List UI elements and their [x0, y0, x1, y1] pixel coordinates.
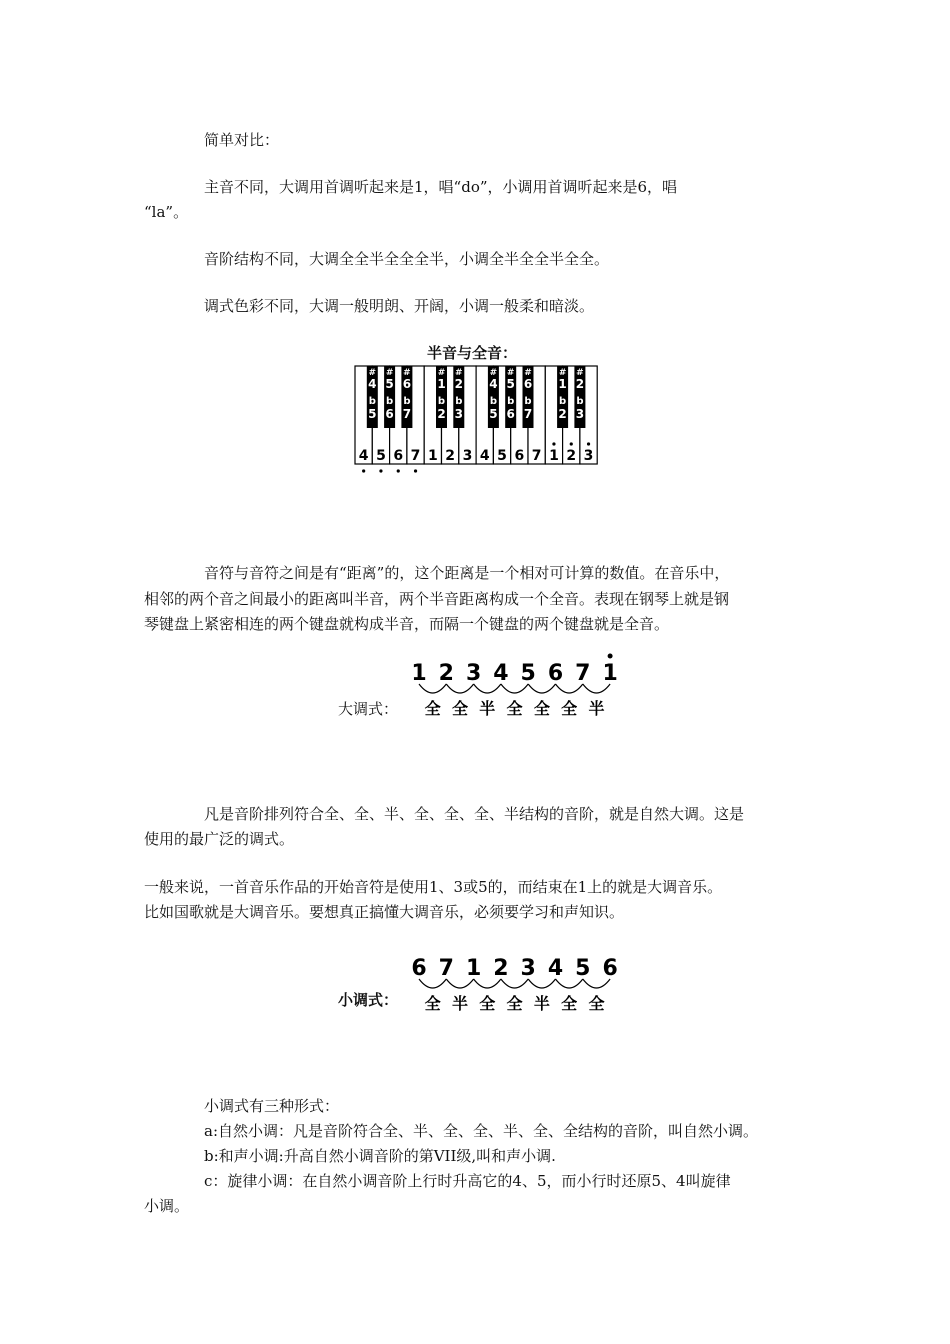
white-key-label: 6 [514, 448, 525, 464]
white-key-label: 2 [566, 448, 577, 464]
white-key-label: 1 [427, 448, 438, 464]
flat-sign: b [455, 396, 463, 407]
minor-scale-diagram [405, 945, 620, 1015]
black-key-sharp-label: 5 [385, 377, 394, 391]
minor-scale-label: 小调式： [338, 991, 399, 1009]
flat-sign: b [489, 396, 497, 407]
flat-sign: b [437, 396, 446, 407]
paragraph-natural-minor: a:自然小调：凡是音阶符合全、半、全、全、半、全、全结构的音阶，叫自然小调。 [204, 1122, 759, 1140]
octave-dot [552, 442, 555, 445]
black-key [367, 366, 378, 428]
paragraph-melodic-minor-line1: c：旋律小调：在自然小调音阶上行时升高它的4、5，而小行时还原5、4叫旋律 [204, 1172, 731, 1190]
black-key [557, 366, 568, 428]
scale-note: 1 [602, 661, 618, 686]
white-key-label: 1 [549, 448, 559, 464]
black-key-sharp-label: 5 [506, 377, 515, 391]
sharp-sign: # [506, 368, 515, 378]
octave-dot [587, 442, 590, 445]
interval-step-label: 全 [506, 699, 523, 718]
interval-step-label: 全 [561, 699, 578, 718]
paragraph-mode-color: 调式色彩不同，大调一般明朗、开阔，小调一般柔和暗淡。 [204, 297, 595, 315]
octave-dot [570, 442, 573, 445]
paragraph-scale-structure: 音阶结构不同，大调全全半全全全半，小调全半全全半全全。 [204, 250, 610, 268]
paragraph-tonic-line1: 主音不同，大调用首调听起来是1，唱“do”，小调用首调听起来是6，唱 [204, 178, 678, 196]
paragraph-major-music-line2: 比如国歌就是大调音乐。要想真正搞懂大调音乐，必须要学习和声知识。 [144, 903, 625, 921]
black-key-flat-label: 2 [558, 407, 567, 421]
sharp-sign: # [455, 368, 463, 378]
white-key-label: 5 [497, 448, 507, 464]
flat-sign: b [576, 396, 584, 407]
black-key-sharp-label: 1 [558, 377, 567, 391]
scale-note: 4 [493, 661, 509, 686]
black-key-sharp-label: 2 [454, 377, 463, 391]
keyboard-title: 半音与全音： [427, 344, 518, 362]
black-key-sharp-label: 6 [523, 377, 533, 391]
paragraph-natural-major-line1: 凡是音阶排列符合全、全、半、全、全、全、半结构的音阶，就是自然大调。这是 [204, 805, 745, 823]
interval-step-label: 全 [479, 994, 496, 1013]
interval-step-label: 全 [506, 994, 523, 1013]
black-key [523, 366, 534, 428]
white-key-label: 4 [479, 448, 490, 464]
interval-step-label: 半 [479, 699, 496, 718]
scale-note: 7 [438, 956, 454, 981]
flat-sign: b [368, 396, 376, 407]
octave-dot [362, 469, 365, 472]
black-key-flat-label: 3 [454, 407, 463, 421]
flat-sign: b [403, 396, 411, 407]
sharp-sign: # [368, 368, 377, 378]
octave-dot [414, 469, 417, 472]
black-key-flat-label: 3 [575, 407, 585, 421]
paragraph-distance-line1: 音符与音符之间是有“距离”的，这个距离是一个相对可计算的数值。在音乐中， [204, 564, 730, 582]
white-key-label: 5 [376, 448, 386, 464]
white-key-label: 7 [531, 448, 542, 464]
scale-note: 6 [602, 956, 618, 981]
interval-step-label: 全 [451, 699, 468, 718]
white-key-label: 6 [393, 448, 404, 464]
white-key-label: 2 [445, 448, 456, 464]
sharp-sign: # [489, 368, 498, 378]
paragraph-melodic-minor-line2: 小调。 [144, 1197, 190, 1215]
scale-note: 5 [520, 661, 536, 686]
black-key [505, 366, 516, 428]
black-key [401, 366, 412, 428]
paragraph-distance-line2: 相邻的两个音之间最小的距离叫半音，两个半音距离构成一个全音。表现在钢琴上就是钢 [144, 590, 730, 608]
major-scale-diagram [405, 650, 620, 720]
black-key [384, 366, 395, 428]
scale-note: 6 [411, 956, 427, 981]
interval-step-label: 半 [533, 994, 550, 1013]
black-key [436, 366, 447, 428]
scale-note: 1 [411, 661, 427, 686]
scale-note: 6 [547, 661, 564, 686]
scale-note: 3 [520, 956, 536, 981]
sharp-sign: # [524, 368, 532, 378]
scale-note: 5 [575, 956, 591, 981]
scale-note: 7 [575, 661, 591, 686]
white-key-label: 7 [410, 448, 421, 464]
black-key-sharp-label: 4 [489, 377, 498, 391]
interval-step-label: 全 [533, 699, 550, 718]
black-key-sharp-label: 2 [575, 377, 585, 391]
flat-sign: b [507, 396, 515, 407]
paragraph-natural-major-line2: 使用的最广泛的调式。 [144, 830, 295, 848]
black-key-sharp-label: 1 [437, 377, 446, 391]
heading-simple-comparison: 简单对比： [204, 131, 280, 149]
scale-note: 4 [547, 956, 564, 981]
scale-note: 1 [465, 956, 482, 981]
black-key-flat-label: 5 [368, 407, 377, 421]
scale-note: 3 [465, 661, 482, 686]
sharp-sign: # [558, 368, 567, 378]
sharp-sign: # [403, 368, 411, 378]
black-key-flat-label: 5 [489, 407, 498, 421]
octave-dot [608, 654, 613, 659]
scale-note: 2 [493, 956, 509, 981]
flat-sign: b [524, 396, 532, 407]
octave-dot [397, 469, 400, 472]
sharp-sign: # [437, 368, 446, 378]
black-key-flat-label: 6 [506, 407, 515, 421]
black-key-flat-label: 7 [402, 407, 412, 421]
sharp-sign: # [576, 368, 584, 378]
paragraph-tonic-line2: “la”。 [144, 203, 189, 221]
piano-keyboard-diagram [350, 364, 600, 476]
black-key-sharp-label: 6 [402, 377, 412, 391]
white-key-label: 4 [358, 448, 369, 464]
black-key-flat-label: 7 [523, 407, 533, 421]
scale-note: 2 [438, 661, 454, 686]
black-key [488, 366, 499, 428]
flat-sign: b [559, 396, 567, 407]
interval-step-label: 全 [424, 994, 441, 1013]
white-key-label: 3 [462, 448, 473, 464]
black-key-sharp-label: 4 [368, 377, 377, 391]
octave-dot [379, 469, 382, 472]
paragraph-minor-forms-heading: 小调式有三种形式： [204, 1097, 340, 1115]
interval-step-label: 全 [588, 994, 605, 1013]
paragraph-major-music-line1: 一般来说，一首音乐作品的开始音符是使用1、3或5的，而结束在1上的就是大调音乐。 [144, 878, 723, 896]
black-key [574, 366, 585, 428]
black-key-flat-label: 6 [385, 407, 394, 421]
major-scale-label: 大调式： [338, 700, 399, 718]
interval-step-label: 全 [424, 699, 441, 718]
interval-step-label: 全 [561, 994, 578, 1013]
interval-step-label: 半 [451, 994, 468, 1013]
paragraph-harmonic-minor: b:和声小调:升高自然小调音阶的第VII级,叫和声小调. [204, 1147, 556, 1165]
interval-step-label: 半 [588, 699, 605, 718]
sharp-sign: # [385, 368, 394, 378]
paragraph-distance-line3: 琴键盘上紧密相连的两个键盘就构成半音，而隔一个键盘的两个键盘就是全音。 [144, 615, 670, 633]
black-key [453, 366, 464, 428]
white-key-label: 3 [583, 448, 594, 464]
black-key-flat-label: 2 [437, 407, 446, 421]
flat-sign: b [386, 396, 394, 407]
